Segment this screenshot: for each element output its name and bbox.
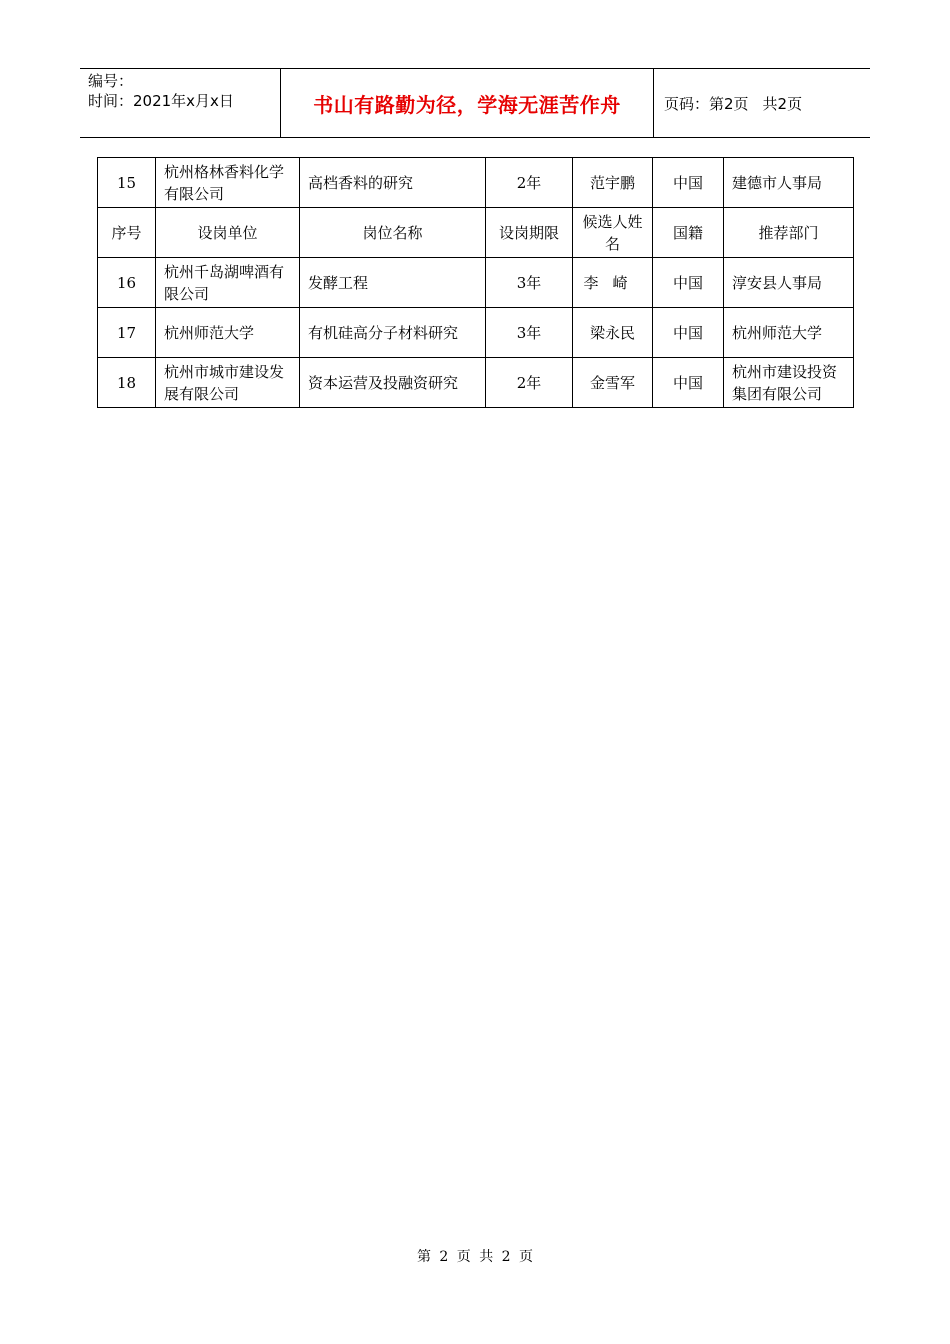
cell-term: 2年 xyxy=(486,358,573,408)
table-row xyxy=(98,308,854,358)
cell-unit: 杭州千岛湖啤酒有限公司 xyxy=(156,258,300,308)
cell-name: 梁永民 xyxy=(573,308,653,358)
column-header: 推荐部门 xyxy=(724,208,854,258)
cell-term: 2年 xyxy=(486,158,573,208)
column-header: 国籍 xyxy=(653,208,724,258)
column-header: 设岗期限 xyxy=(486,208,573,258)
cell-term: 3年 xyxy=(486,258,573,308)
header-meta xyxy=(80,69,281,137)
column-header: 设岗单位 xyxy=(156,208,300,258)
cell-dept: 杭州师范大学 xyxy=(724,308,854,358)
cell-no: 17 xyxy=(98,308,156,358)
column-header: 候选人姓名 xyxy=(573,208,653,258)
number-label: 编号： xyxy=(88,72,134,90)
cell-post: 资本运营及投融资研究 xyxy=(300,358,486,408)
cell-name: 金雪军 xyxy=(573,358,653,408)
cell-dept: 杭州市建设投资集团有限公司 xyxy=(724,358,854,408)
cell-unit: 杭州格林香料化学有限公司 xyxy=(156,158,300,208)
cell-nation: 中国 xyxy=(653,258,724,308)
cell-post: 发酵工程 xyxy=(300,258,486,308)
cell-no: 15 xyxy=(98,158,156,208)
cell-unit: 杭州市城市建设发展有限公司 xyxy=(156,358,300,408)
cell-name: 李崎 xyxy=(573,258,653,308)
cell-post: 有机硅高分子材料研究 xyxy=(300,308,486,358)
table-row xyxy=(98,258,854,308)
header-page-info xyxy=(654,69,870,137)
cell-no: 18 xyxy=(98,358,156,408)
post-table xyxy=(97,157,854,408)
cell-nation: 中国 xyxy=(653,158,724,208)
cell-name: 范宇鹏 xyxy=(573,158,653,208)
cell-dept: 淳安县人事局 xyxy=(724,258,854,308)
cell-nation: 中国 xyxy=(653,358,724,408)
cell-term: 3年 xyxy=(486,308,573,358)
cell-dept: 建德市人事局 xyxy=(724,158,854,208)
header-motto: 书山有路勤为径，学海无涯苦作舟 xyxy=(281,69,654,137)
cell-post: 高档香料的研究 xyxy=(300,158,486,208)
cell-nation: 中国 xyxy=(653,308,724,358)
page-header xyxy=(80,68,870,138)
table-row xyxy=(98,158,854,208)
page-footer: 第 2 页 共 2 页 xyxy=(416,1249,534,1265)
cell-no: 16 xyxy=(98,258,156,308)
table-header-row xyxy=(98,208,854,258)
column-header: 序号 xyxy=(98,208,156,258)
cell-unit: 杭州师范大学 xyxy=(156,308,300,358)
total-label: 共2页 xyxy=(762,94,803,113)
table-row xyxy=(98,358,854,408)
page-label: 页码：第2页 xyxy=(664,94,749,113)
time-label: 时间：2021年x月x日 xyxy=(88,92,234,110)
column-header: 岗位名称 xyxy=(300,208,486,258)
